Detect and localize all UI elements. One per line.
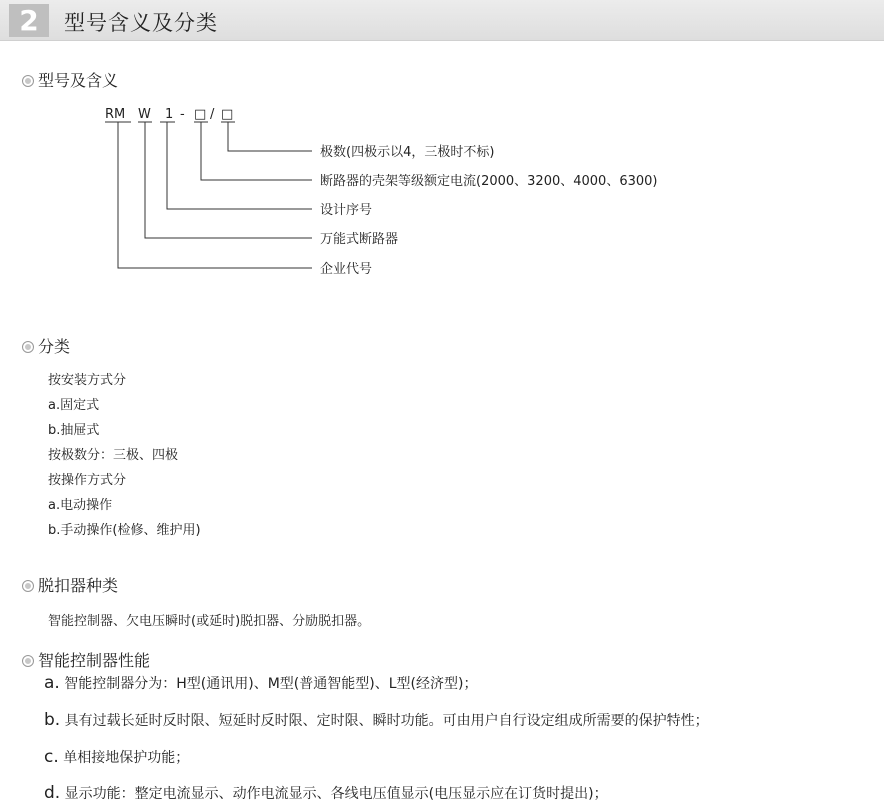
item-text: 智能控制器分为：H型(通讯用)、M型(普通智能型)、L型(经济型)； [64, 676, 478, 692]
legend-breaker-type: 万能式断路器 [320, 232, 399, 247]
item-prefix: d. [44, 783, 61, 803]
code-dash: - [180, 107, 185, 122]
controller-item [44, 747, 189, 767]
circle-bullet-icon [22, 655, 34, 667]
legend-design-number: 设计序号 [320, 203, 373, 218]
circle-bullet-icon [22, 580, 34, 592]
controller-title [22, 648, 150, 671]
section-title: 型号含义及分类 [64, 11, 218, 35]
leader-lines [118, 122, 312, 268]
circle-bullet-icon [22, 341, 34, 353]
class-line: 按极数分：三极、四极 [48, 448, 179, 463]
controller-item [44, 783, 608, 803]
item-text: 单相接地保护功能； [63, 750, 190, 766]
release-text: 智能控制器、欠电压瞬时(或延时)脱扣器、分励脱扣器。 [48, 614, 371, 629]
code-part-w: W [138, 107, 151, 122]
class-line: b.抽屉式 [48, 423, 100, 438]
item-text: 具有过载长延时反时限、短延时反时限、定时限、瞬时功能。可由用户自行设定组成所需要的保护特性； [64, 713, 709, 729]
item-text: 显示功能：整定电流显示、动作电流显示、各线电压值显示(电压显示应在订货时提出)； [64, 786, 608, 802]
controller-item [44, 710, 709, 730]
item-prefix: b. [44, 710, 61, 730]
section-number: 2 [9, 4, 49, 37]
code-box-1: □ [194, 107, 207, 122]
class-line: a.固定式 [48, 398, 100, 413]
code-part-rm: RM [105, 107, 126, 122]
legend-poles: 极数(四极示以4，三极时不标) [320, 145, 495, 160]
class-line: 按安装方式分 [48, 373, 127, 388]
controller-item [44, 673, 477, 693]
classification-title [22, 334, 70, 357]
release-title-text: 脱扣器种类 [38, 576, 119, 595]
model-code-diagram [0, 0, 884, 300]
item-prefix: c. [44, 747, 59, 767]
controller-title-text: 智能控制器性能 [38, 651, 151, 670]
legend-company-code: 企业代号 [320, 262, 373, 277]
class-line: a.电动操作 [48, 498, 113, 513]
code-box-2: □ [221, 107, 234, 122]
legend-frame-current: 断路器的壳架等级额定电流(2000、3200、4000、6300) [320, 174, 658, 189]
model-section-title-text: 型号及含义 [38, 71, 119, 90]
code-slash: / [210, 107, 215, 122]
item-prefix: a. [44, 673, 60, 693]
class-line: 按操作方式分 [48, 473, 127, 488]
release-title [22, 573, 118, 596]
class-line: b.手动操作(检修、维护用) [48, 523, 201, 538]
code-part-1: 1 [165, 107, 174, 122]
classification-title-text: 分类 [38, 337, 71, 356]
